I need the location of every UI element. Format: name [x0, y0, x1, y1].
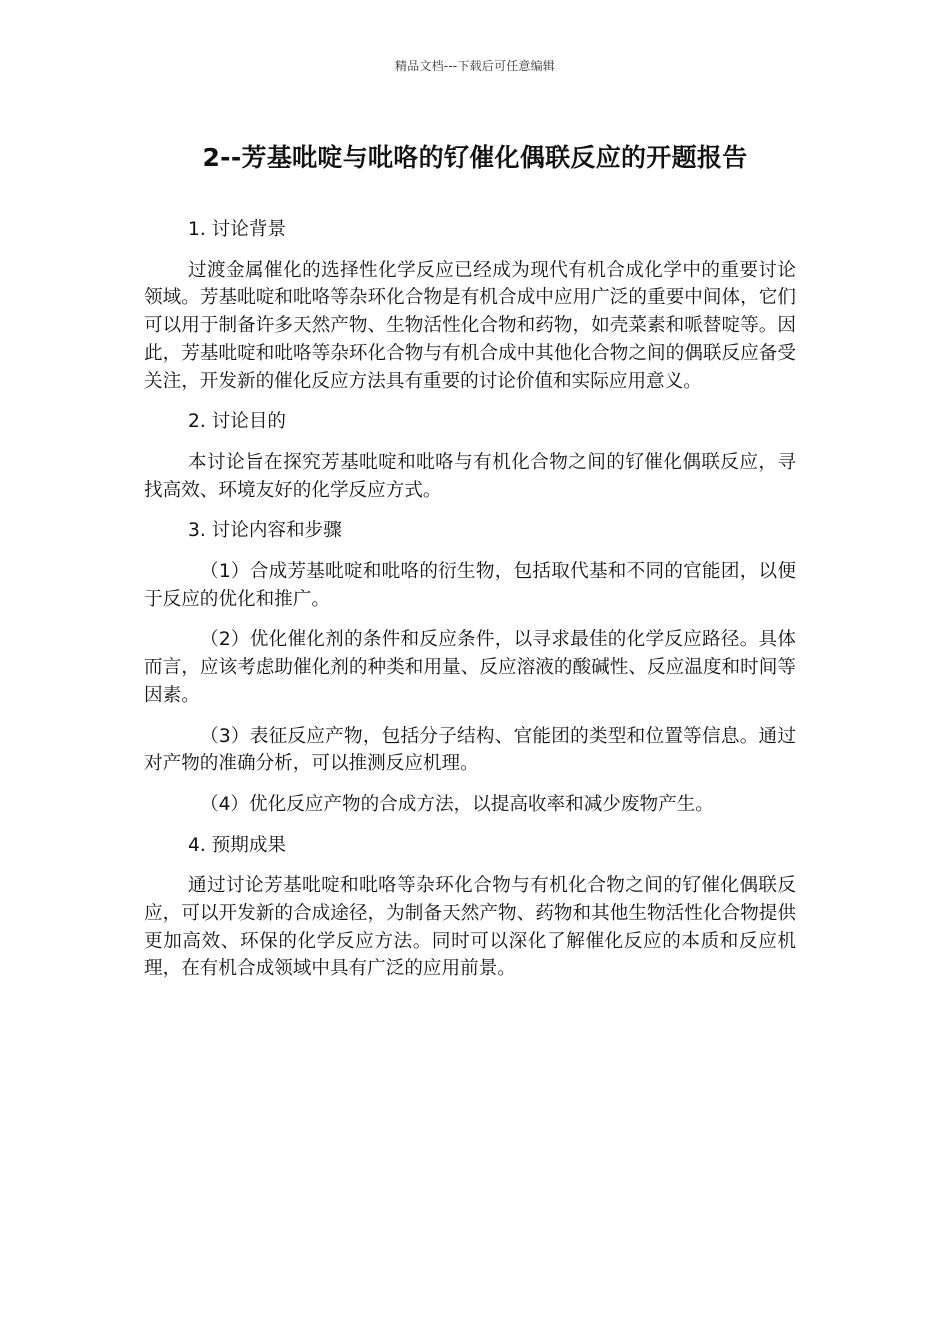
section-heading-expected-results: 4. 预期成果: [188, 834, 287, 856]
paragraph-expected-results: 通过讨论芳基吡啶和吡咯等杂环化合物与有机化合物之间的钌催化偶联反应，可以开发新的合成途径，为制备天然产物、药物和其他生物活性化合物提供更加高效、环保的化学反应方法。同时可以深化了解催化反应的本质和反应机理，在有机合成领域中具有广泛的应用前景。: [144, 875, 796, 980]
section-heading-content-steps: 3. 讨论内容和步骤: [188, 520, 342, 542]
section-heading-background: 1. 讨论背景: [188, 219, 287, 240]
page-header-note: 精品文档---下载后可任意编辑: [395, 59, 555, 73]
paragraph-step-1: （1）合成芳基吡啶和吡咯的衍生物，包括取代基和不同的官能团，以便于反应的优化和推广。: [144, 561, 796, 610]
paragraph-background: 过渡金属催化的选择性化学反应已经成为现代有机合成化学中的重要讨论领域。芳基吡啶和吡咯等杂环化合物是有机合成中应用广泛的重要中间体，它们可以用于制备许多天然产物、生物活性化合物和药物，如壳菜素和哌替啶等。因此，芳基吡啶和吡咯等杂环化合物与有机合成中其他化合物之间的偶联反应备受关注，开发新的催化反应方法具有重要的讨论价值和实际应用意义。: [144, 259, 796, 392]
paragraph-step-4: （4）优化反应产物的合成方法，以提高收率和减少废物产生。: [200, 793, 714, 815]
paragraph-step-2: （2）优化催化剂的条件和反应条件，以寻求最佳的化学反应路径。具体而言，应该考虑助催化剂的种类和用量、反应溶液的酸碱性、反应温度和时间等因素。: [144, 629, 796, 706]
paragraph-purpose: 本讨论旨在探究芳基吡啶和吡咯与有机化合物之间的钌催化偶联反应，寻找高效、环境友好的化学反应方式。: [144, 451, 796, 501]
section-heading-purpose: 2. 讨论目的: [188, 411, 287, 433]
document-body: [144, 216, 796, 996]
document-title: 2--芳基吡啶与吡咯的钌催化偶联反应的开题报告: [202, 143, 748, 172]
paragraph-step-3: （3）表征反应产物，包括分子结构、官能团的类型和位置等信息。通过对产物的准确分析，可以推测反应机理。: [144, 725, 796, 775]
